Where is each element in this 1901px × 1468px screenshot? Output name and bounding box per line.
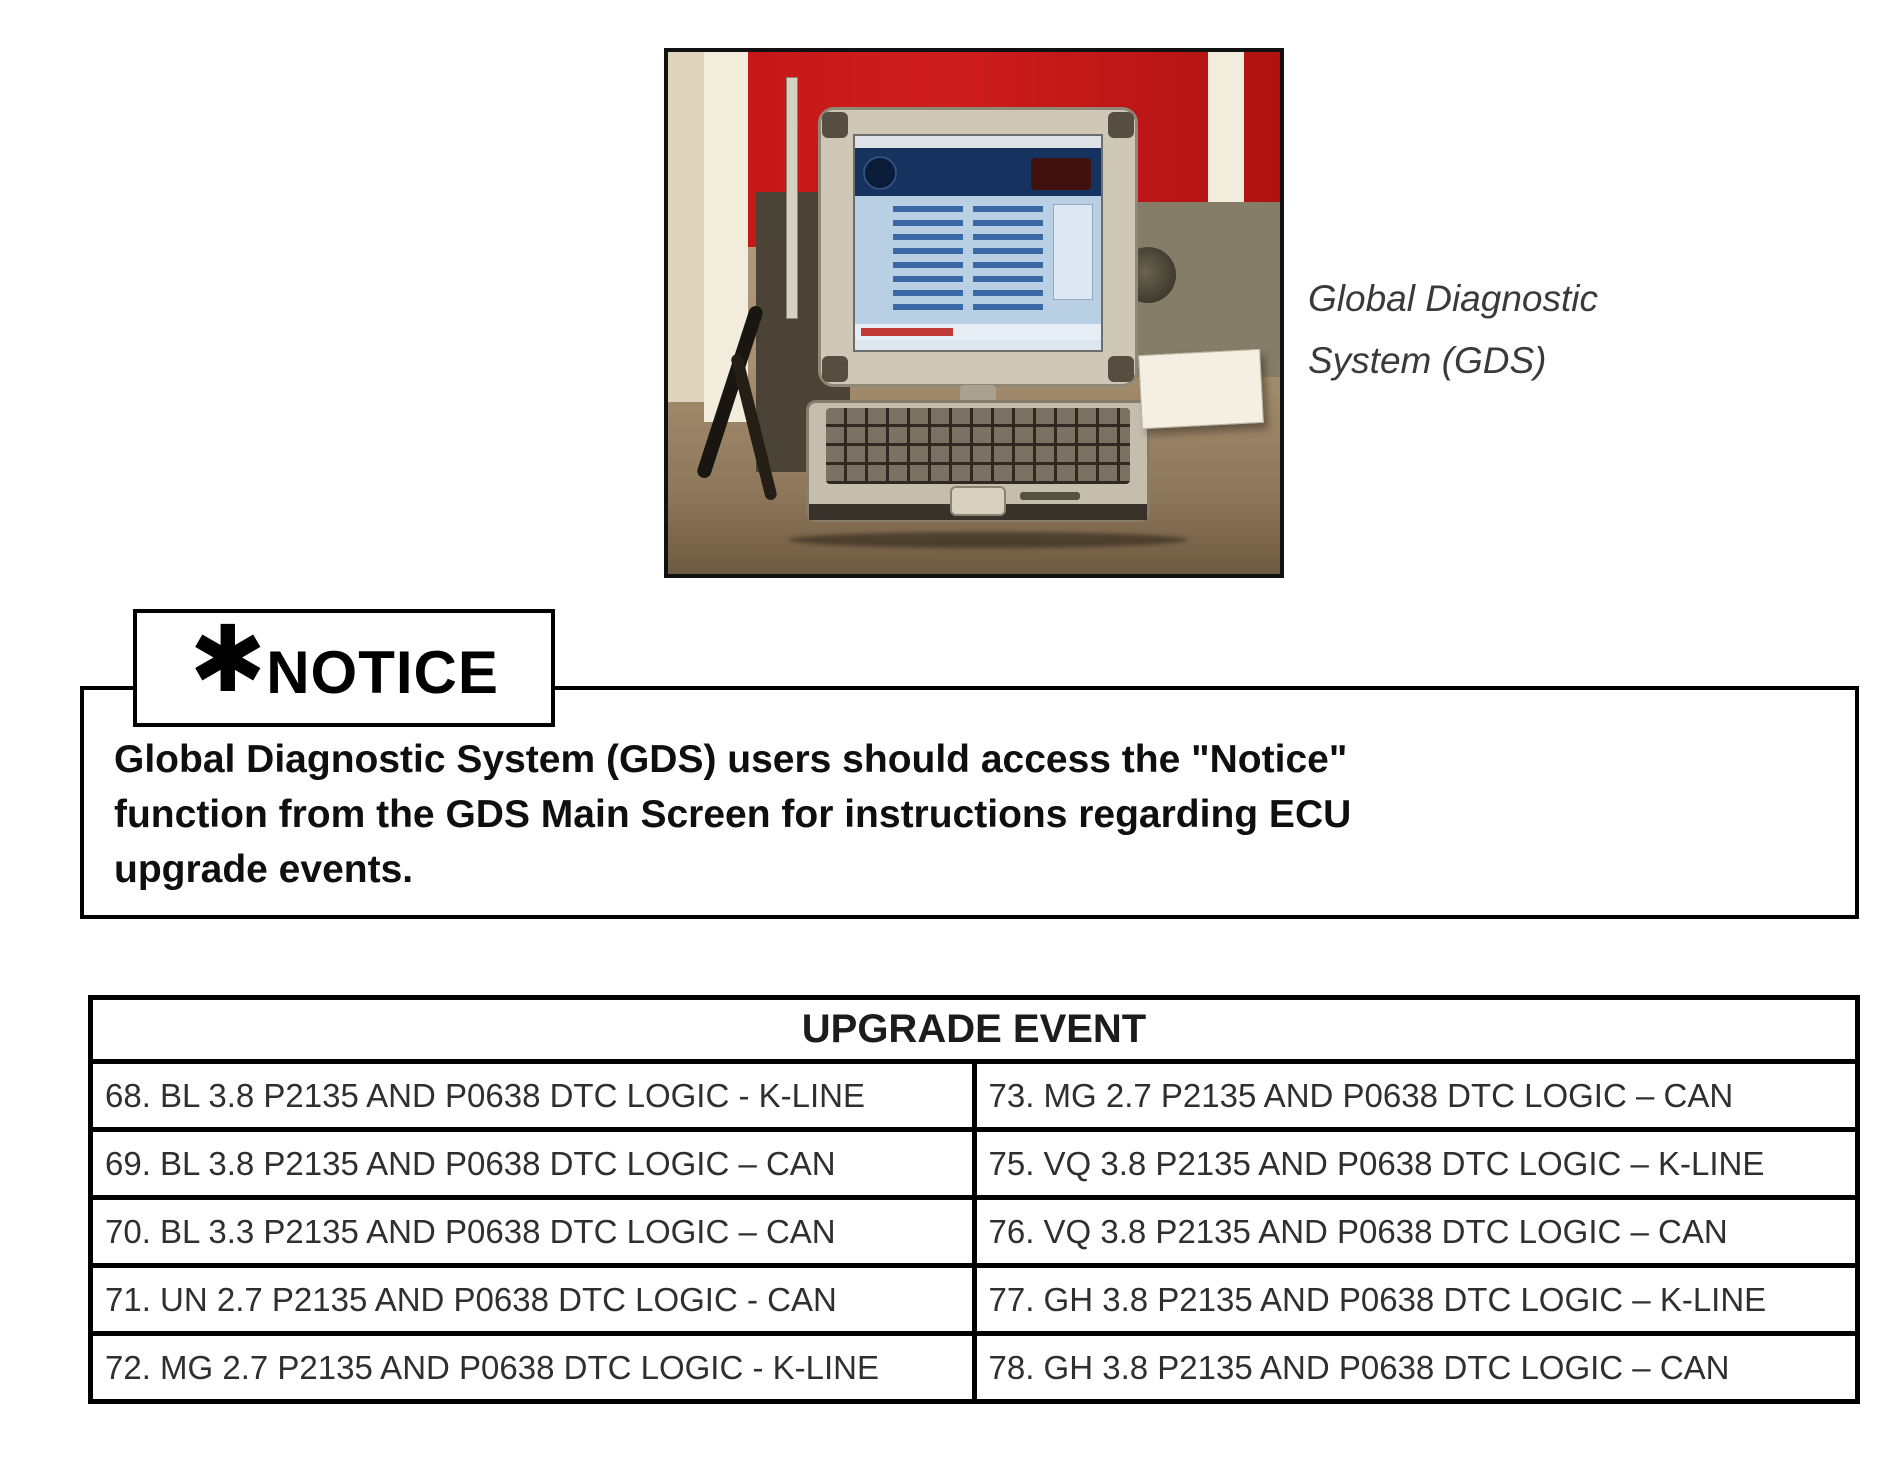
table-cell: 68. BL 3.8 P2135 AND P0638 DTC LOGIC - K-LINE xyxy=(91,1062,975,1130)
laptop-screen xyxy=(853,134,1103,352)
table-row xyxy=(91,1130,1858,1198)
laptop-corner-grip xyxy=(1108,112,1134,138)
table-cell: 76. VQ 3.8 P2135 AND P0638 DTC LOGIC – CAN xyxy=(974,1198,1858,1266)
laptop-corner-grip xyxy=(1108,356,1134,382)
table-row xyxy=(91,1198,1858,1266)
table-cell: 77. GH 3.8 P2135 AND P0638 DTC LOGIC – K-LINE xyxy=(974,1266,1858,1334)
photo-caption-line1: Global Diagnostic xyxy=(1308,278,1598,319)
table-cell: 70. BL 3.3 P2135 AND P0638 DTC LOGIC – CAN xyxy=(91,1198,975,1266)
screen-status-bar xyxy=(861,328,953,336)
laptop-shadow xyxy=(788,532,1188,548)
screen-title-bar xyxy=(855,136,1101,148)
table-header-row xyxy=(91,998,1858,1062)
table-row xyxy=(91,1266,1858,1334)
photo-workbench-background xyxy=(668,52,1280,574)
table-cell: 73. MG 2.7 P2135 AND P0638 DTC LOGIC – CAN xyxy=(974,1062,1858,1130)
table-cell: 71. UN 2.7 P2135 AND P0638 DTC LOGIC - CAN xyxy=(91,1266,975,1334)
screen-gauge-graphic xyxy=(863,156,897,190)
table-row xyxy=(91,1062,1858,1130)
screen-menu-list xyxy=(973,206,1043,318)
table-cell: 78. GH 3.8 P2135 AND P0638 DTC LOGIC – CAN xyxy=(974,1334,1858,1402)
notice-text-line1: Global Diagnostic System (GDS) users should access the "Notice" xyxy=(114,738,1348,781)
notice-label: NOTICE xyxy=(266,638,499,706)
photo-notepad xyxy=(1138,349,1264,429)
table-row xyxy=(91,1334,1858,1402)
screen-side-panel xyxy=(1053,204,1093,300)
table-title: UPGRADE EVENT xyxy=(91,998,1858,1062)
laptop-keyboard xyxy=(826,408,1130,484)
notice-text xyxy=(114,732,1351,897)
laptop-corner-grip xyxy=(822,356,848,382)
photo-antenna-pole xyxy=(786,77,798,319)
table-cell: 72. MG 2.7 P2135 AND P0638 DTC LOGIC - K-LINE xyxy=(91,1334,975,1402)
notice-label-box: ✱ NOTICE xyxy=(133,609,555,727)
screen-menu-list xyxy=(893,206,963,318)
upgrade-event-table xyxy=(88,995,1860,1404)
table-cell: 75. VQ 3.8 P2135 AND P0638 DTC LOGIC – K-LINE xyxy=(974,1130,1858,1198)
laptop-touchpad xyxy=(950,486,1006,516)
notice-text-line2: function from the GDS Main Screen for instructions regarding ECU xyxy=(114,793,1352,836)
photo-caption xyxy=(1308,268,1598,392)
laptop-corner-grip xyxy=(822,112,848,138)
photo-caption-line2: System (GDS) xyxy=(1308,340,1547,381)
laptop-led-strip xyxy=(1020,492,1080,500)
photo-wall-edge xyxy=(668,52,704,402)
notice-text-line3: upgrade events. xyxy=(114,848,414,891)
gds-photo xyxy=(664,48,1284,578)
table-cell: 69. BL 3.8 P2135 AND P0638 DTC LOGIC – CAN xyxy=(91,1130,975,1198)
screen-car-graphic xyxy=(1031,158,1091,190)
